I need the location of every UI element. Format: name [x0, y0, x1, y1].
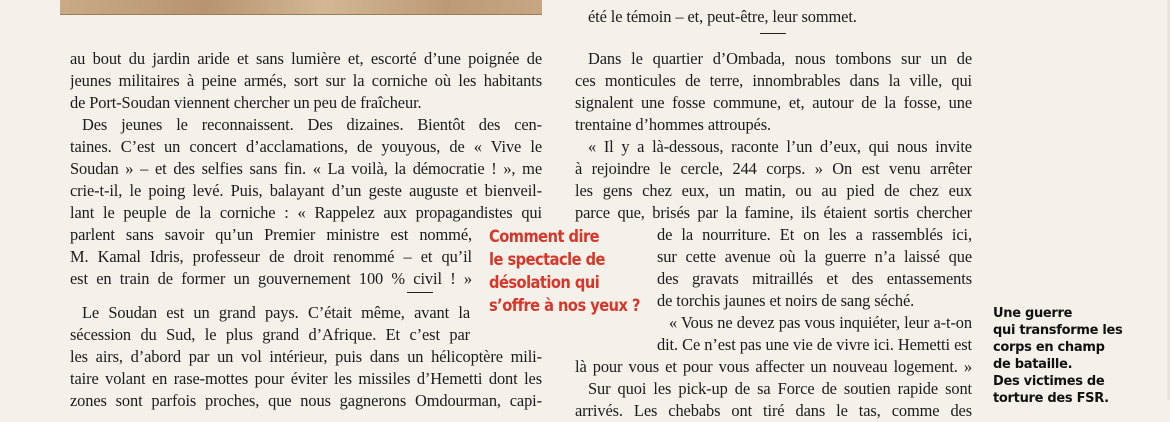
article-photo-bottom-edge	[60, 0, 542, 15]
text-line: taire volant en rase-mottes pour éviter les missiles d’Hemetti dont les	[70, 369, 542, 388]
text-line: zones sont parfois proches, que nous gagnerons Omdourman, capi-	[70, 391, 542, 410]
section-divider	[407, 292, 433, 293]
text-line: là pour vous et pour vous affecter un nouveau logement. »	[575, 357, 972, 376]
text-line: au bout du jardin aride et sans lumière et, escorté d’une poignée de	[70, 49, 542, 68]
pull-quote	[489, 226, 640, 318]
text-line: « Vous ne devez pas vous inquiéter, leur a-t-on	[669, 313, 972, 332]
text-line: sécession du Sud, le plus grand d’Afrique. Et c’est par	[70, 325, 470, 344]
text-line: ces monticules de terre, innombrables dans la ville, qui	[575, 71, 972, 90]
text-line: sur cette avenue où la guerre n’a laissé que	[657, 247, 972, 266]
pull-quote-line: s’offre à nos yeux ?	[489, 296, 640, 316]
page-gutter-shadow	[1166, 0, 1170, 400]
text-line: Des jeunes le reconnaissent. Des dizaines. Bientôt des cen-	[82, 115, 542, 134]
caption-line: torture des FSR.	[993, 391, 1109, 406]
photo-caption	[993, 305, 1163, 407]
text-line: lant le peuple de la corniche : « Rappelez aux propagandistes qui	[70, 203, 542, 222]
text-line: parlent sans savoir qu’un Premier ministre est nommé,	[70, 225, 472, 244]
text-line: à rejoindre le cercle, 244 corps. » On est venu arrêter	[575, 159, 972, 178]
text-line: dit. Ce n’est pas une vie de vivre ici. Hemetti est	[657, 335, 972, 354]
pull-quote-line: désolation qui	[489, 273, 600, 293]
text-line: jeunes militaires à peine armés, sort sur la corniche où les habitants	[70, 71, 542, 90]
text-line: trentaine d’hommes attroupés.	[575, 115, 772, 134]
text-line: Soudan » – et des selfies sans fin. « La voilà, la démocratie ! », me	[70, 159, 542, 178]
text-line: arrivés. Les chebabs ont tiré dans le tas, comme des	[575, 401, 972, 420]
text-line: de torchis jaunes et noirs de sang séché.	[657, 291, 915, 310]
caption-line: qui transforme les	[993, 323, 1123, 338]
caption-line: de bataille.	[993, 357, 1073, 372]
text-line: « Il y a là-dessous, raconte l’un d’eux, qui nous invite	[588, 137, 972, 156]
text-line: de la nourriture. Et on les a rassemblés ici,	[657, 225, 972, 244]
text-line: crie-t-il, le poing levé. Puis, balayant d’un geste auguste et bienveil-	[70, 181, 542, 200]
text-line: parce que, brisés par la famine, ils étaient sortis chercher	[575, 203, 972, 222]
text-line: les gens chez eux, un matin, ou au pied de chez eux	[575, 181, 972, 200]
pull-quote-line: le spectacle de	[489, 250, 605, 270]
text-line: taines. C’est un concert d’acclamations, de youyous, de « Vive le	[70, 137, 542, 156]
text-line: est en train de former un gouvernement 100 % civil ! »	[70, 269, 472, 288]
text-line: M. Kamal Idris, professeur de droit renommé – et qu’il	[70, 247, 472, 266]
text-line: des gravats mitraillés et des entassements	[657, 269, 972, 288]
caption-line: corps en champ	[993, 340, 1105, 355]
text-line: de Port-Soudan viennent chercher un peu de fraîcheur.	[70, 93, 422, 112]
text-line: les airs, d’abord par un vol intérieur, puis dans un hélicoptère mili-	[70, 347, 542, 366]
text-line: Sur quoi les pick-up de sa Force de soutien rapide sont	[588, 379, 972, 398]
section-divider	[760, 33, 786, 34]
caption-line: Des victimes de	[993, 374, 1105, 389]
text-line: Dans le quartier d’Ombada, nous tombons sur un de	[588, 49, 972, 68]
text-line: Le Soudan est un grand pays. C’était même, avant la	[82, 303, 470, 322]
text-line: été le témoin – et, peut-être, leur sommet.	[588, 7, 857, 26]
text-line: signalent une fosse commune, et, autour de la fosse, une	[575, 93, 972, 112]
pull-quote-line: Comment dire	[489, 227, 600, 247]
caption-line: Une guerre	[993, 306, 1073, 321]
